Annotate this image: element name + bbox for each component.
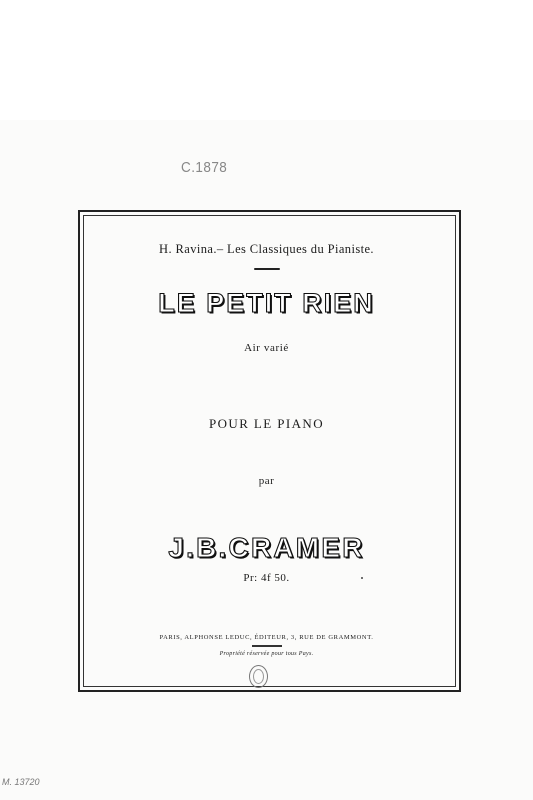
by-line: par xyxy=(258,475,275,487)
library-call-number: C.1878 xyxy=(181,159,228,176)
rights-notice: Propriété réservée pour tous Pays. xyxy=(219,651,314,657)
ink-speck xyxy=(361,577,363,579)
instrument-line: POUR LE PIANO xyxy=(209,416,324,431)
composer-name: J.B.CRAMER xyxy=(168,532,365,563)
series-heading: H. Ravina.– Les Classiques du Pianiste. xyxy=(159,242,374,256)
imprint-rule xyxy=(252,645,282,647)
work-subtitle: Air varié xyxy=(244,342,289,354)
margin-inventory-number: M. 13720 xyxy=(2,777,40,787)
ornament-rule xyxy=(254,268,280,270)
price-line: Pr: 4f 50. xyxy=(243,572,290,584)
title-frame xyxy=(78,210,461,692)
library-stamp-icon xyxy=(249,665,268,688)
title-frame-inner-border xyxy=(83,215,456,687)
publisher-imprint: PARIS, ALPHONSE LEDUC, ÉDITEUR, 3, RUE DE GRAMMONT. xyxy=(159,634,374,641)
work-title: LE PETIT RIEN xyxy=(158,288,375,318)
